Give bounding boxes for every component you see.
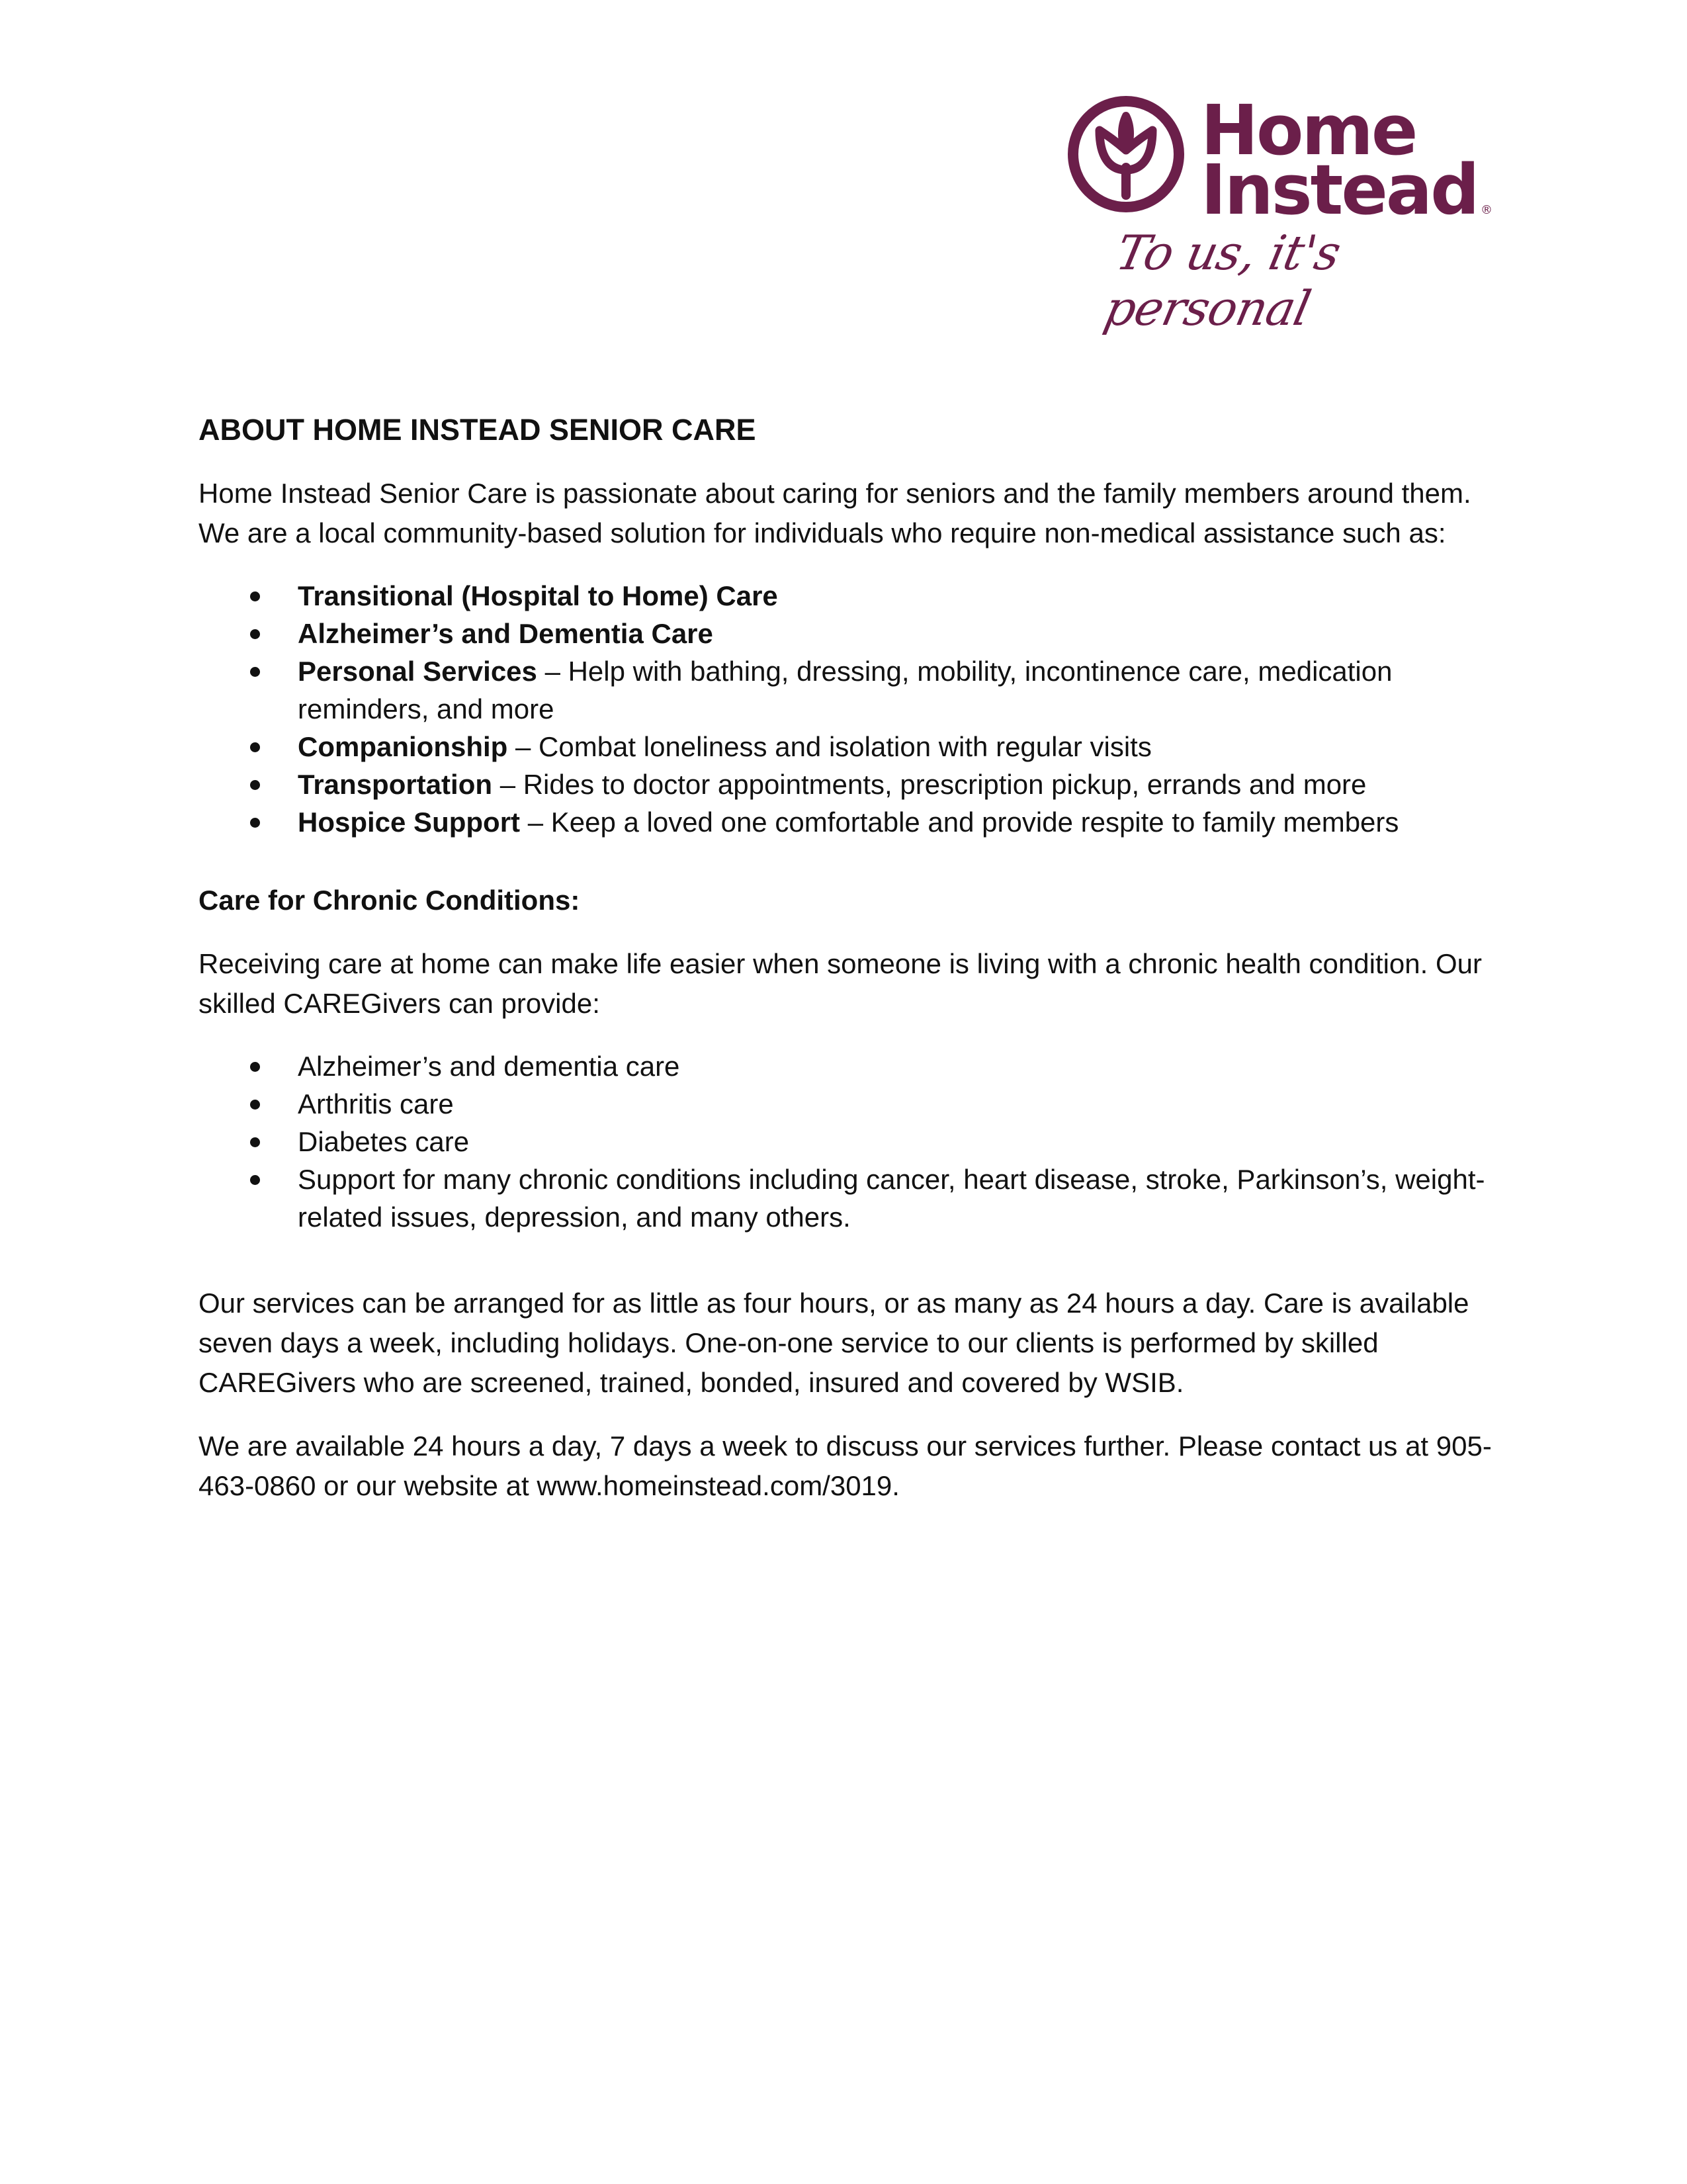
service-title: Hospice Support xyxy=(298,807,521,838)
service-title: Companionship xyxy=(298,731,508,762)
contact-paragraph: We are available 24 hours a day, 7 days a week to discuss our services further. Please contact us at 905-463-0860 or our website at www.homeinstead.com/3019. xyxy=(198,1430,1492,1501)
section-heading-about: ABOUT HOME INSTEAD SENIOR CARE xyxy=(198,413,756,447)
services-arrangement-paragraph: Our services can be arranged for as little as four hours, or as many as 24 hours a day. Care is available seven days a week, including holidays. One-on-one service to our clients is performed by skilled CAREGivers who are screened, trained, bonded, insured and covered by WSIB. xyxy=(198,1288,1469,1398)
bullet-icon xyxy=(250,1062,260,1072)
list-item xyxy=(198,1047,1495,1085)
service-desc: – Keep a loved one comfortable and provide respite to family members xyxy=(520,807,1399,838)
logo-word-home: Home xyxy=(1201,90,1416,171)
list-item xyxy=(198,1085,1495,1123)
bullet-icon xyxy=(250,1175,260,1185)
service-desc: – Rides to doctor appointments, prescription pickup, errands and more xyxy=(492,769,1367,800)
list-item xyxy=(198,577,1495,615)
condition-text: Support for many chronic conditions including cancer, heart disease, stroke, Parkinson’s, weight-related issues, depression, and many others. xyxy=(298,1164,1485,1233)
bullet-icon xyxy=(250,591,260,601)
service-title: Transitional (Hospital to Home) Care xyxy=(298,580,778,611)
bullet-icon xyxy=(250,1137,260,1147)
condition-text: Alzheimer’s and dementia care xyxy=(298,1051,680,1082)
bullet-icon xyxy=(250,1100,260,1110)
service-title: Transportation xyxy=(298,769,493,800)
bullet-icon xyxy=(250,742,260,752)
logo-word-instead: Instead xyxy=(1201,150,1478,230)
chronic-conditions-list xyxy=(198,1047,1495,1236)
list-item xyxy=(198,803,1495,841)
list-item xyxy=(198,1123,1495,1160)
intro-paragraph: Home Instead Senior Care is passionate about caring for seniors and the family members around them. We are a local community-based solution for individuals who require non-medical assistance such as: xyxy=(198,478,1471,548)
registered-mark: ® xyxy=(1481,203,1492,217)
services-list xyxy=(198,577,1495,841)
service-title: Alzheimer’s and Dementia Care xyxy=(298,618,713,649)
tulip-circle-icon xyxy=(1065,89,1191,215)
condition-text: Diabetes care xyxy=(298,1126,470,1157)
list-item xyxy=(198,765,1495,803)
list-item xyxy=(198,615,1495,652)
bullet-icon xyxy=(250,780,260,790)
condition-text: Arthritis care xyxy=(298,1088,454,1119)
service-desc: – Help with bathing, dressing, mobility, incontinence care, medication reminders, and more xyxy=(298,656,1393,724)
list-item xyxy=(198,1160,1495,1236)
bullet-icon xyxy=(250,818,260,828)
logo-tagline: To us, it's personal xyxy=(1100,225,1346,336)
document-body xyxy=(198,410,1495,1530)
service-title: Personal Services xyxy=(298,656,537,687)
service-desc: – Combat loneliness and isolation with regular visits xyxy=(507,731,1152,762)
chronic-intro-paragraph: Receiving care at home can make life easier when someone is living with a chronic health condition. Our skilled CAREGivers can provide: xyxy=(198,948,1482,1019)
list-item xyxy=(198,728,1495,765)
list-item xyxy=(198,652,1495,728)
bullet-icon xyxy=(250,667,260,677)
section-heading-chronic: Care for Chronic Conditions: xyxy=(198,885,580,916)
bullet-icon xyxy=(250,629,260,639)
home-instead-logo xyxy=(1065,89,1502,336)
